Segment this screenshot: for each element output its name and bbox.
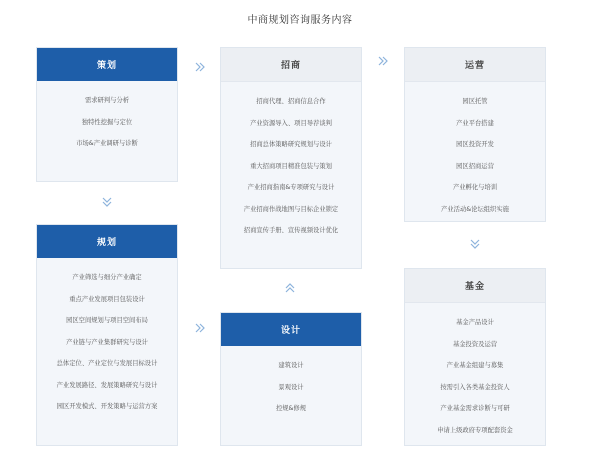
yunying-item: 园区投资开发 [456, 141, 494, 148]
double-chevron-right-icon [194, 322, 206, 334]
card-guihua-title: 规划 [37, 225, 177, 258]
double-chevron-up-icon [284, 282, 296, 294]
cehua-item: 市场&产业调研与诊断 [76, 140, 138, 147]
zhaoshang-item: 重大招商项目精准包装与策划 [250, 162, 332, 170]
sheji-item: 控规&修规 [275, 405, 307, 412]
yunying-item: 园区托管 [462, 98, 488, 105]
double-chevron-right-icon [377, 55, 389, 67]
zhaoshang-item: 招商总体策略研究规划与设计 [250, 141, 332, 148]
jijin-item: 产业基金组建与募集 [446, 362, 504, 369]
guihua-item: 园区开发模式、开发策略与运营方案 [56, 403, 158, 410]
sheji-item: 建筑设计 [278, 362, 304, 369]
sheji-item: 景观设计 [278, 383, 304, 391]
cehua-item: 需求研判与分析 [84, 97, 130, 104]
card-sheji [220, 312, 362, 446]
card-zhaoshang-title: 招商 [221, 48, 361, 82]
guihua-item: 园区空间规划与项目空间布局 [66, 317, 148, 324]
yunying-item: 园区招商运营 [456, 162, 494, 170]
jijin-item: 产业基金需求诊断与可研 [440, 405, 510, 412]
cehua-item: 独特性挖掘与定位 [81, 118, 133, 126]
guihua-item: 重点产业发展项目包装设计 [69, 295, 145, 303]
card-jijin-title: 基金 [405, 269, 545, 303]
zhaoshang-item: 招商代理、招商信息合作 [256, 98, 326, 105]
card-zhaoshang [220, 47, 362, 269]
card-jijin [404, 268, 546, 446]
zhaoshang-item: 产业资源导入、项目导荐谈判 [250, 119, 332, 127]
jijin-item: 申请上级政府专项配套资金 [437, 426, 513, 434]
jijin-item: 基金投资及运营 [452, 340, 498, 348]
yunying-item: 产业活动&论坛组织实施 [441, 205, 509, 213]
zhaoshang-item: 产业招商作战地图与目标企业锁定 [243, 205, 339, 213]
zhaoshang-item: 招商宣传手册、宣传视频设计优化 [243, 227, 339, 234]
zhaoshang-item: 产业招商指南&专项研究与设计 [247, 184, 335, 191]
guihua-item: 总体定位、产业定位与发展目标设计 [56, 360, 158, 367]
double-chevron-down-icon [101, 196, 113, 208]
card-yunying-title: 运营 [405, 48, 545, 82]
guihua-item: 产业链与产业集群研究与设计 [66, 338, 148, 346]
card-sheji-title: 设计 [221, 313, 361, 346]
card-yunying [404, 47, 546, 222]
double-chevron-down-icon [469, 238, 481, 250]
card-cehua-title: 策划 [37, 48, 177, 81]
guihua-item: 产业筛选与细分产业确定 [72, 274, 142, 281]
double-chevron-right-icon [194, 61, 206, 73]
jijin-item: 按需引入各类基金投资人 [440, 383, 510, 391]
card-guihua [36, 224, 178, 446]
page-title: 中商规划咨询服务内容 [247, 15, 353, 26]
card-cehua [36, 47, 178, 182]
jijin-item: 基金产品设计 [456, 319, 494, 326]
guihua-item: 产业发展路径、发展策略研究与设计 [56, 381, 158, 389]
yunying-item: 产业孵化与培训 [452, 184, 498, 191]
yunying-item: 产业平台搭建 [456, 119, 494, 127]
